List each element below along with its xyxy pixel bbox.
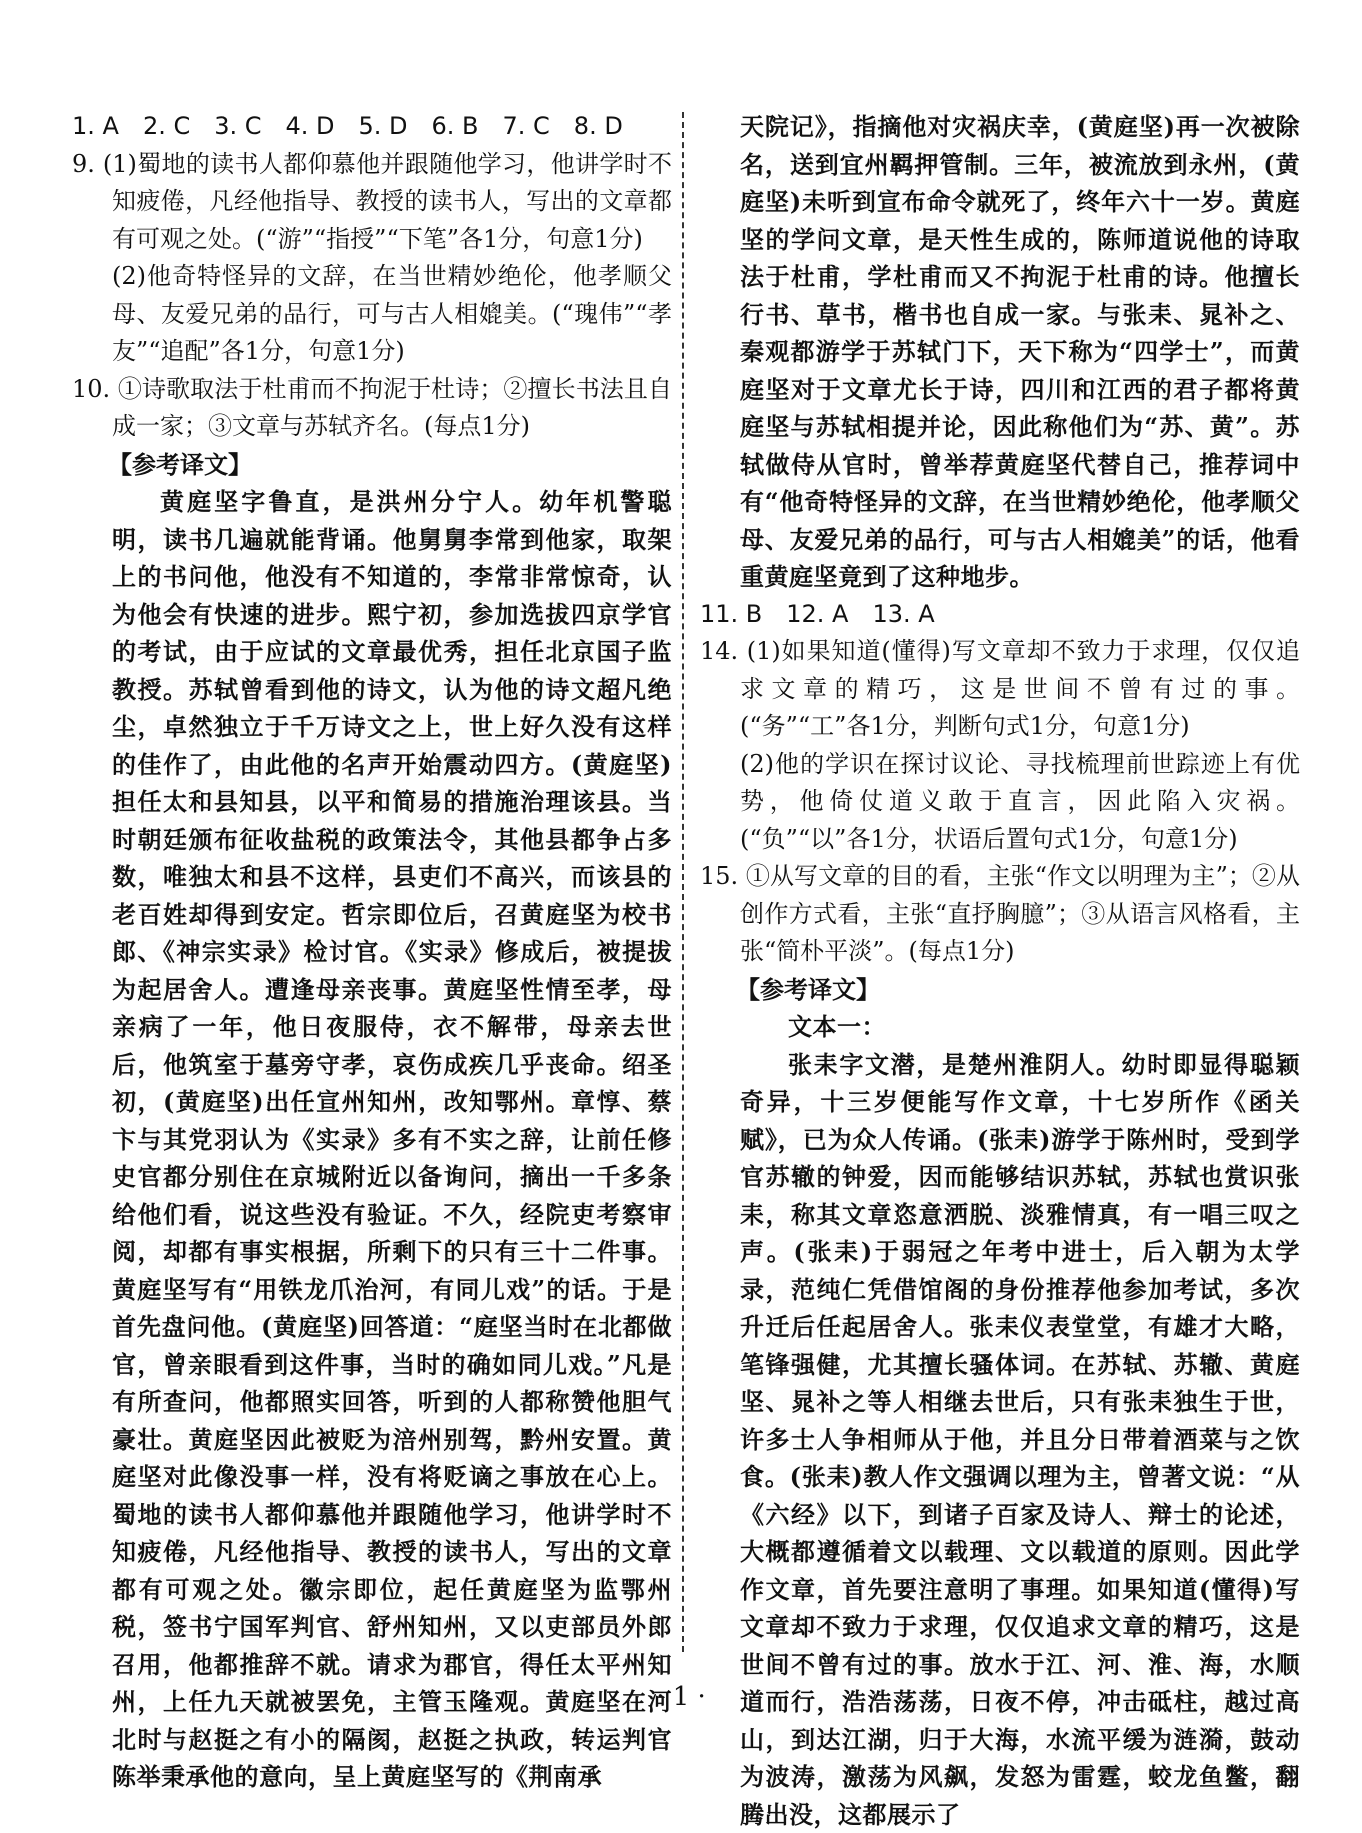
question-10: 10. ①诗歌取法于杜甫而不拘泥于杜诗；②擅长书法且自成一家；③文章与苏轼齐名。(每点1分) — [72, 371, 672, 446]
translation-paragraph: 黄庭坚字鲁直，是洪州分宁人。幼年机警聪明，读书几遍就能背诵。他舅舅李常到他家，取架上的书问他，他没有不知道的，李常非常惊奇，认为他会有快速的进步。熙宁初，参加选拔四京学官的考试，由于应试的文章最优秀，担任北京国子监教授。苏轼曾看到他的诗文，认为他的诗文超凡绝尘，卓然独立于千万诗文之上，世上好久没有这样的佳作了，由此他的名声开始震动四方。(黄庭坚)担任太和县知县，以平和简易的措施治理该县。当时朝廷颁布征收盐税的政策法令，其他县都争占多数，唯独太和县不这样，县吏们不高兴，而该县的老百姓却得到安定。哲宗即位后，召黄庭坚为校书郎、《神宗实录》检讨官。《实录》修成后，被提拔为起居舍人。遭逢母亲丧事。黄庭坚性情至孝，母亲病了一年，他日夜服侍，衣不解带，母亲去世后，他筑室于墓旁守孝，哀伤成疾几乎丧命。绍圣初，(黄庭坚)出任宣州知州，改知鄂州。章惇、蔡卞与其党羽认为《实录》多有不实之辞，让前任修史官都分别住在京城附近以备询问，摘出一千多条给他们看，说这些没有验证。不久，经院吏考察审阅，却都有事实根据，所剩下的只有三十二件事。黄庭坚写有“用铁龙爪治河，有同儿戏”的话。于是首先盘问他。(黄庭坚)回答道：“庭坚当时在北都做官，曾亲眼看到这件事，当时的确如同儿戏。”凡是有所查问，他都照实回答，听到的人都称赞他胆气豪壮。黄庭坚因此被贬为涪州别驾，黔州安置。黄庭坚对此像没事一样，没有将贬谪之事放在心上。蜀地的读书人都仰慕他并跟随他学习，他讲学时不知疲倦，凡经他指导、教授的读书人，写出的文章都有可观之处。徽宗即位，起任黄庭坚为监鄂州税，签书宁国军判官、舒州知州，又以吏部员外郎召用，他都推辞不就。请求为郡官，得任太平州知州，上任九天就被罢免，主管玉隆观。黄庭坚在河北时与赵挺之有小的隔阂，赵挺之执政，转运判官陈举秉承他的意向，呈上黄庭坚写的《荆南承 — [72, 483, 672, 1796]
answers-1-8: 1. A 2. C 3. C 4. D 5. D 6. B 7. C 8. D — [72, 108, 672, 146]
reference-translation-heading: 【参考译文】 — [72, 446, 672, 484]
text-one-paragraph: 张耒字文潜，是楚州淮阴人。幼时即显得聪颖奇异，十三岁便能写作文章，十七岁所作《函关赋》，已为众人传诵。(张耒)游学于陈州时，受到学官苏辙的钟爱，因而能够结识苏轼，苏轼也赏识张耒，称其文章恣意洒脱、淡雅情真，有一唱三叹之声。(张耒)于弱冠之年考中进士，后入朝为太学录，范纯仁凭借馆阁的身份推荐他参加考试，多次升迁后任起居舍人。张耒仪表堂堂，有雄才大略，笔锋强健，尤其擅长骚体词。在苏轼、苏辙、黄庭坚、晁补之等人相继去世后，只有张耒独生于世，许多士人争相师从于他，并且分日带着酒菜与之饮食。(张耒)教人作文强调以理为主，曾著文说：“从《六经》以下，到诸子百家及诗人、辩士的论述，大概都遵循着文以载理、文以载道的原则。因此学作文章，首先要注意明了事理。如果知道(懂得)写文章却不致力于求理，仅仅追求文章的精巧，这是世间不曾有过的事。放水于江、河、淮、海，水顺道而行，浩浩荡荡，日夜不停，冲击砥柱，越过高山，到达江湖，归于大海，水流平缓为涟漪，鼓动为波涛，激荡为风飙，发怒为雷霆，蛟龙鱼鳖，翻腾出没，这都展示了 — [700, 1046, 1300, 1833]
translation-continued: 天院记》，指摘他对灾祸庆幸，(黄庭坚)再一次被除名，送到宜州羁押管制。三年，被流放到永州，(黄庭坚)未听到宣布命令就死了，终年六十一岁。黄庭坚的学问文章，是天性生成的，陈师道说他的诗取法于杜甫，学杜甫而又不拘泥于杜甫的诗。他擅长行书、草书，楷书也自成一家。与张耒、晁补之、秦观都游学于苏轼门下，天下称为“四学士”，而黄庭坚对于文章尤长于诗，四川和江西的君子都将黄庭坚与苏轼相提并论，因此称他们为“苏、黄”。苏轼做侍从官时，曾举荐黄庭坚代替自己，推荐词中有“他奇特怪异的文辞，在当世精妙绝伦，他孝顺父母、友爱兄弟的品行，可与古人相媲美”的话，他看重黄庭坚竟到了这种地步。 — [700, 108, 1300, 596]
question-9-part-2: (2)他奇特怪异的文辞，在当世精妙绝伦，他孝顺父母、友爱兄弟的品行，可与古人相媲美。(“瑰伟”“孝友”“追配”各1分，句意1分) — [72, 258, 672, 371]
text-one-label: 文本一： — [700, 1008, 1300, 1046]
question-9-part-1: 9. (1)蜀地的读书人都仰慕他并跟随他学习，他讲学时不知疲倦，凡经他指导、教授的读书人，写出的文章都有可观之处。(“游”“指授”“下笔”各1分，句意1分) — [72, 146, 672, 259]
question-14-part-1: 14. (1)如果知道(懂得)写文章却不致力于求理，仅仅追求文章的精巧，这是世间不曾有过的事。(“务”“工”各1分，判断句式1分，句意1分) — [700, 633, 1300, 746]
right-column — [700, 108, 1300, 1833]
column-divider — [682, 112, 684, 1652]
left-column — [72, 108, 672, 1796]
page-number: · 1 · — [0, 1682, 1362, 1712]
reference-translation-heading-2: 【参考译文】 — [700, 971, 1300, 1009]
question-14-part-2: (2)他的学识在探讨议论、寻找梳理前世踪迹上有优势，他倚仗道义敢于直言，因此陷入灾祸。(“负”“以”各1分，状语后置句式1分，句意1分) — [700, 746, 1300, 859]
answers-11-13: 11. B 12. A 13. A — [700, 596, 1300, 634]
question-15: 15. ①从写文章的目的看，主张“作文以明理为主”；②从创作方式看，主张“直抒胸臆”；③从语言风格看，主张“简朴平淡”。(每点1分) — [700, 858, 1300, 971]
